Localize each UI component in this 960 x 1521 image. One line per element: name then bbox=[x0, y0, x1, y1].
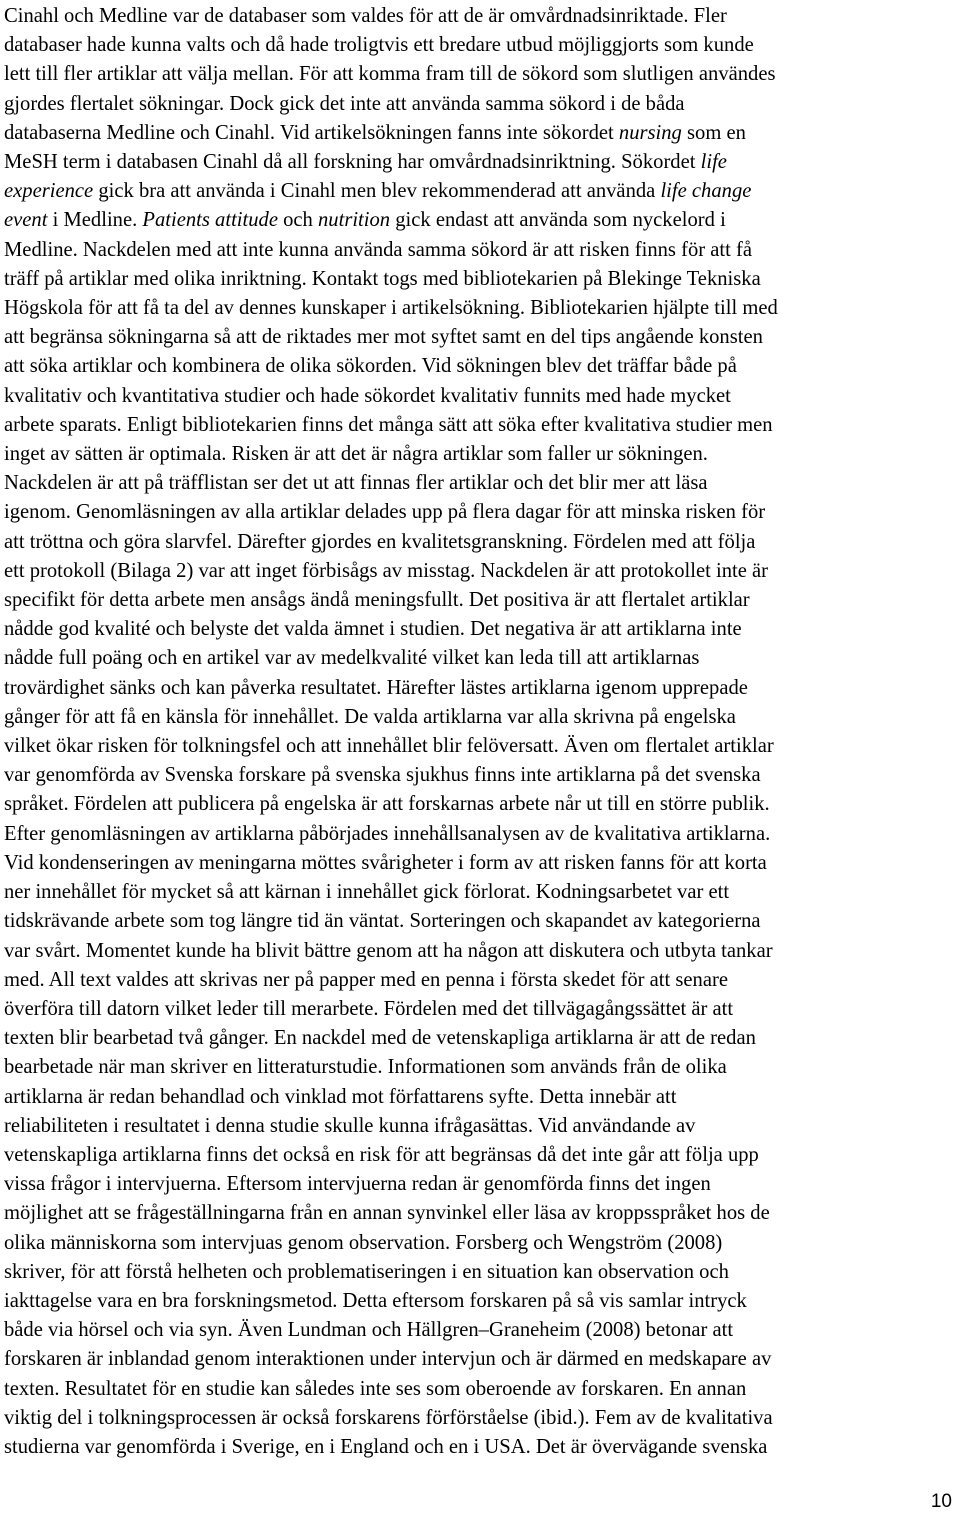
text-run: databaserna Medline och Cinahl. Vid artikelsökningen fanns inte sökordet bbox=[4, 121, 619, 144]
text-run: reliabiliteten i resultatet i denna studie skulle kunna ifrågasättas. Vid användande av bbox=[4, 1114, 696, 1137]
text-line bbox=[4, 177, 956, 206]
text-run: Cinahl och Medline var de databaser som valdes för att de är omvårdnadsinriktade. Fler bbox=[4, 5, 727, 27]
text-run: texten. Resultatet för en studie kan således inte ses som oberoende av forskaren. En annan bbox=[4, 1377, 747, 1400]
text-run: igenom. Genomläsningen av alla artiklar delades upp på flera dagar för att minska risken för bbox=[4, 501, 766, 524]
text-line bbox=[4, 1345, 956, 1374]
text-line bbox=[4, 294, 956, 323]
text-line bbox=[4, 2, 956, 31]
text-line bbox=[4, 1112, 956, 1141]
page-number: 10 bbox=[930, 1491, 952, 1512]
text-run: att tröttna och göra slarvfel. Därefter gjordes en kvalitetsgranskning. Fördelen med att följa bbox=[4, 530, 756, 553]
text-run: Högskola för att få ta del av dennes kunskaper i artikelsökning. Bibliotekarien hjälpte till med bbox=[4, 297, 778, 320]
text-run: tidskrävande arbete som tog längre tid än väntat. Sorteringen och skapandet av kategorierna bbox=[4, 910, 761, 933]
text-line bbox=[4, 1316, 956, 1345]
text-run: databaser hade kunna valts och då hade troligtvis ett bredare utbud möjliggjorts som kunde bbox=[4, 34, 754, 57]
text-run: Medline. Nackdelen med att inte kunna använda samma sökord är att risken finns för att få bbox=[4, 238, 752, 261]
text-line bbox=[4, 703, 956, 732]
text-run: Nackdelen är att på träfflistan ser det ut att finnas fler artiklar och det blir mer att läsa bbox=[4, 472, 708, 495]
text-line bbox=[4, 1375, 956, 1404]
text-run: gick bra att använda i Cinahl men blev rekommenderad att använda bbox=[93, 180, 661, 203]
text-line bbox=[4, 1199, 956, 1228]
text-run: nådde god kvalité och belyste det valda ämnet i studien. Det negativa är att artiklarna inte bbox=[4, 618, 742, 641]
text-line bbox=[4, 528, 956, 557]
text-run: språket. Fördelen att publicera på engelska är att forskarnas arbete når ut till en större publik. bbox=[4, 793, 770, 816]
text-run: vissa frågor i intervjuerna. Eftersom intervjuerna redan är genomförda finns det ingen bbox=[4, 1173, 711, 1196]
text-run: iakttagelse vara en bra forskningsmetod. Detta eftersom forskaren på så vis samlar intryck bbox=[4, 1289, 747, 1312]
text-run: skriver, för att förstå helheten och problematiseringen i en situation kan observation och bbox=[4, 1260, 729, 1283]
text-line bbox=[4, 498, 956, 527]
text-line bbox=[4, 995, 956, 1024]
text-line bbox=[4, 352, 956, 381]
text-line bbox=[4, 586, 956, 615]
text-run: bearbetade när man skriver en litteraturstudie. Informationen som används från de olika bbox=[4, 1056, 727, 1079]
text-run: var genomförda av Svenska forskare på svenska sjukhus finns inte artiklarna på det svenska bbox=[4, 764, 761, 787]
text-run: i Medline. bbox=[47, 209, 143, 232]
text-line bbox=[4, 1287, 956, 1316]
text-line bbox=[4, 937, 956, 966]
text-line bbox=[4, 469, 956, 498]
text-run: artiklarna är redan behandlad och vinklad mot författarens syfte. Detta innebär att bbox=[4, 1085, 677, 1108]
text-line bbox=[4, 1053, 956, 1082]
text-line bbox=[4, 1433, 956, 1462]
text-run: gick endast att använda som nyckelord i bbox=[390, 209, 726, 232]
body-paragraph bbox=[4, 2, 956, 1462]
text-line bbox=[4, 1141, 956, 1170]
text-line bbox=[4, 1404, 956, 1433]
text-line bbox=[4, 1258, 956, 1287]
text-run: lett till fler artiklar att välja mellan. För att komma fram till de sökord som slutligen användes bbox=[4, 63, 776, 86]
text-line bbox=[4, 206, 956, 235]
text-run: var svårt. Momentet kunde ha blivit bättre genom att ha någon att diskutera och utbyta tankar bbox=[4, 939, 773, 962]
text-line bbox=[4, 849, 956, 878]
text-run: specifikt för detta arbete men ansågs ändå meningsfullt. Det positiva är att flertalet artiklar bbox=[4, 589, 750, 612]
text-line bbox=[4, 1024, 956, 1053]
text-run: texten blir bearbetad två gånger. En nackdel med de vetenskapliga artiklarna är att de redan bbox=[4, 1027, 756, 1050]
text-run: nådde full poäng och en artikel var av medelkvalité vilket kan leda till att artiklarnas bbox=[4, 647, 700, 670]
text-run: vilket ökar risken för tolkningsfel och att innehållet blir felöversatt. Även om flertalet artiklar bbox=[4, 735, 774, 758]
text-run: både via hörsel och via syn. Även Lundman och Hällgren–Graneheim (2008) betonar att bbox=[4, 1319, 734, 1342]
text-run: inget av sätten är optimala. Risken är att det är några artiklar som faller ur sökningen. bbox=[4, 443, 708, 466]
text-run: som en bbox=[681, 121, 746, 144]
text-line bbox=[4, 615, 956, 644]
text-line bbox=[4, 440, 956, 469]
text-run: arbete sparats. Enligt bibliotekarien finns det många sätt att söka efter kvalitativa studier men bbox=[4, 413, 773, 436]
italic-term: experience bbox=[4, 180, 94, 203]
text-run: forskaren är inblandad genom interaktionen under intervjun och är därmed en medskapare av bbox=[4, 1348, 772, 1371]
text-run: kvalitativ och kvantitativa studier och hade sökordet kvalitativ funnits med hade mycket bbox=[4, 384, 731, 407]
text-run: trovärdighet sänks och kan påverka resultatet. Härefter lästes artiklarna igenom upprepade bbox=[4, 676, 748, 699]
text-run: med. All text valdes att skrivas ner på papper med en penna i första skedet för att senare bbox=[4, 968, 728, 991]
text-line bbox=[4, 119, 956, 148]
text-run: Vid kondenseringen av meningarna möttes svårigheter i form av att risken fanns för att korta bbox=[4, 851, 767, 874]
text-line bbox=[4, 382, 956, 411]
text-line bbox=[4, 60, 956, 89]
text-line bbox=[4, 907, 956, 936]
text-run: och bbox=[277, 209, 318, 232]
italic-term: life change bbox=[660, 180, 752, 203]
text-line bbox=[4, 323, 956, 352]
text-run: MeSH term i databasen Cinahl då all forskning har omvårdnadsinriktning. Sökordet bbox=[4, 151, 701, 174]
italic-term: nutrition bbox=[318, 209, 391, 232]
text-line bbox=[4, 148, 956, 177]
text-line bbox=[4, 790, 956, 819]
text-line bbox=[4, 732, 956, 761]
text-line bbox=[4, 411, 956, 440]
text-line bbox=[4, 966, 956, 995]
text-line bbox=[4, 761, 956, 790]
text-run: viktig del i tolkningsprocessen är också forskarens förförståelse (ibid.). Fem av de kvalitativa bbox=[4, 1406, 773, 1429]
text-line bbox=[4, 820, 956, 849]
text-line bbox=[4, 236, 956, 265]
text-run: att begränsa sökningarna så att de riktades mer mot syftet samt en del tips angående konsten bbox=[4, 326, 763, 349]
text-run: ett protokoll (Bilaga 2) var att inget förbisågs av misstag. Nackdelen är att protokollet inte är bbox=[4, 559, 769, 582]
text-line bbox=[4, 265, 956, 294]
text-run: möjlighet att se frågeställningarna från en annan synvinkel eller läsa av kroppsspråket hos de bbox=[4, 1202, 770, 1225]
text-line bbox=[4, 31, 956, 60]
text-line bbox=[4, 644, 956, 673]
text-run: att söka artiklar och kombinera de olika sökorden. Vid sökningen blev det träffar både på bbox=[4, 355, 737, 378]
italic-term: life bbox=[700, 151, 727, 174]
text-run: träff på artiklar med olika inriktning. Kontakt togs med bibliotekarien på Blekinge Tekniska bbox=[4, 267, 761, 290]
text-run: gånger för att få en känsla för innehållet. De valda artiklarna var alla skrivna på engelska bbox=[4, 705, 736, 728]
text-line bbox=[4, 1229, 956, 1258]
italic-term: event bbox=[4, 209, 48, 232]
text-run: vetenskapliga artiklarna finns det också en risk för att begränsas då det inte går att följa upp bbox=[4, 1143, 759, 1166]
text-line bbox=[4, 557, 956, 586]
text-line bbox=[4, 878, 956, 907]
italic-term: nursing bbox=[618, 121, 682, 144]
text-run: olika människorna som intervjuas genom observation. Forsberg och Wengström (2008) bbox=[4, 1231, 723, 1254]
text-run: överföra till datorn vilket leder till merarbete. Fördelen med det tillvägagångssättet är att bbox=[4, 997, 734, 1020]
text-line bbox=[4, 1083, 956, 1112]
text-run: gjordes flertalet sökningar. Dock gick det inte att använda samma sökord i de båda bbox=[4, 92, 685, 115]
text-run: Efter genomläsningen av artiklarna påbörjades innehållsanalysen av de kvalitativa artiklarna. bbox=[4, 822, 771, 845]
italic-term: Patients attitude bbox=[142, 209, 278, 232]
text-line bbox=[4, 674, 956, 703]
text-line bbox=[4, 90, 956, 119]
text-run: studierna var genomförda i Sverige, en i England och en i USA. Det är övervägande svenska bbox=[4, 1435, 768, 1458]
text-run: ner innehållet för mycket så att kärnan i innehållet gick förlorat. Kodningsarbetet var ett bbox=[4, 881, 730, 904]
text-line bbox=[4, 1170, 956, 1199]
